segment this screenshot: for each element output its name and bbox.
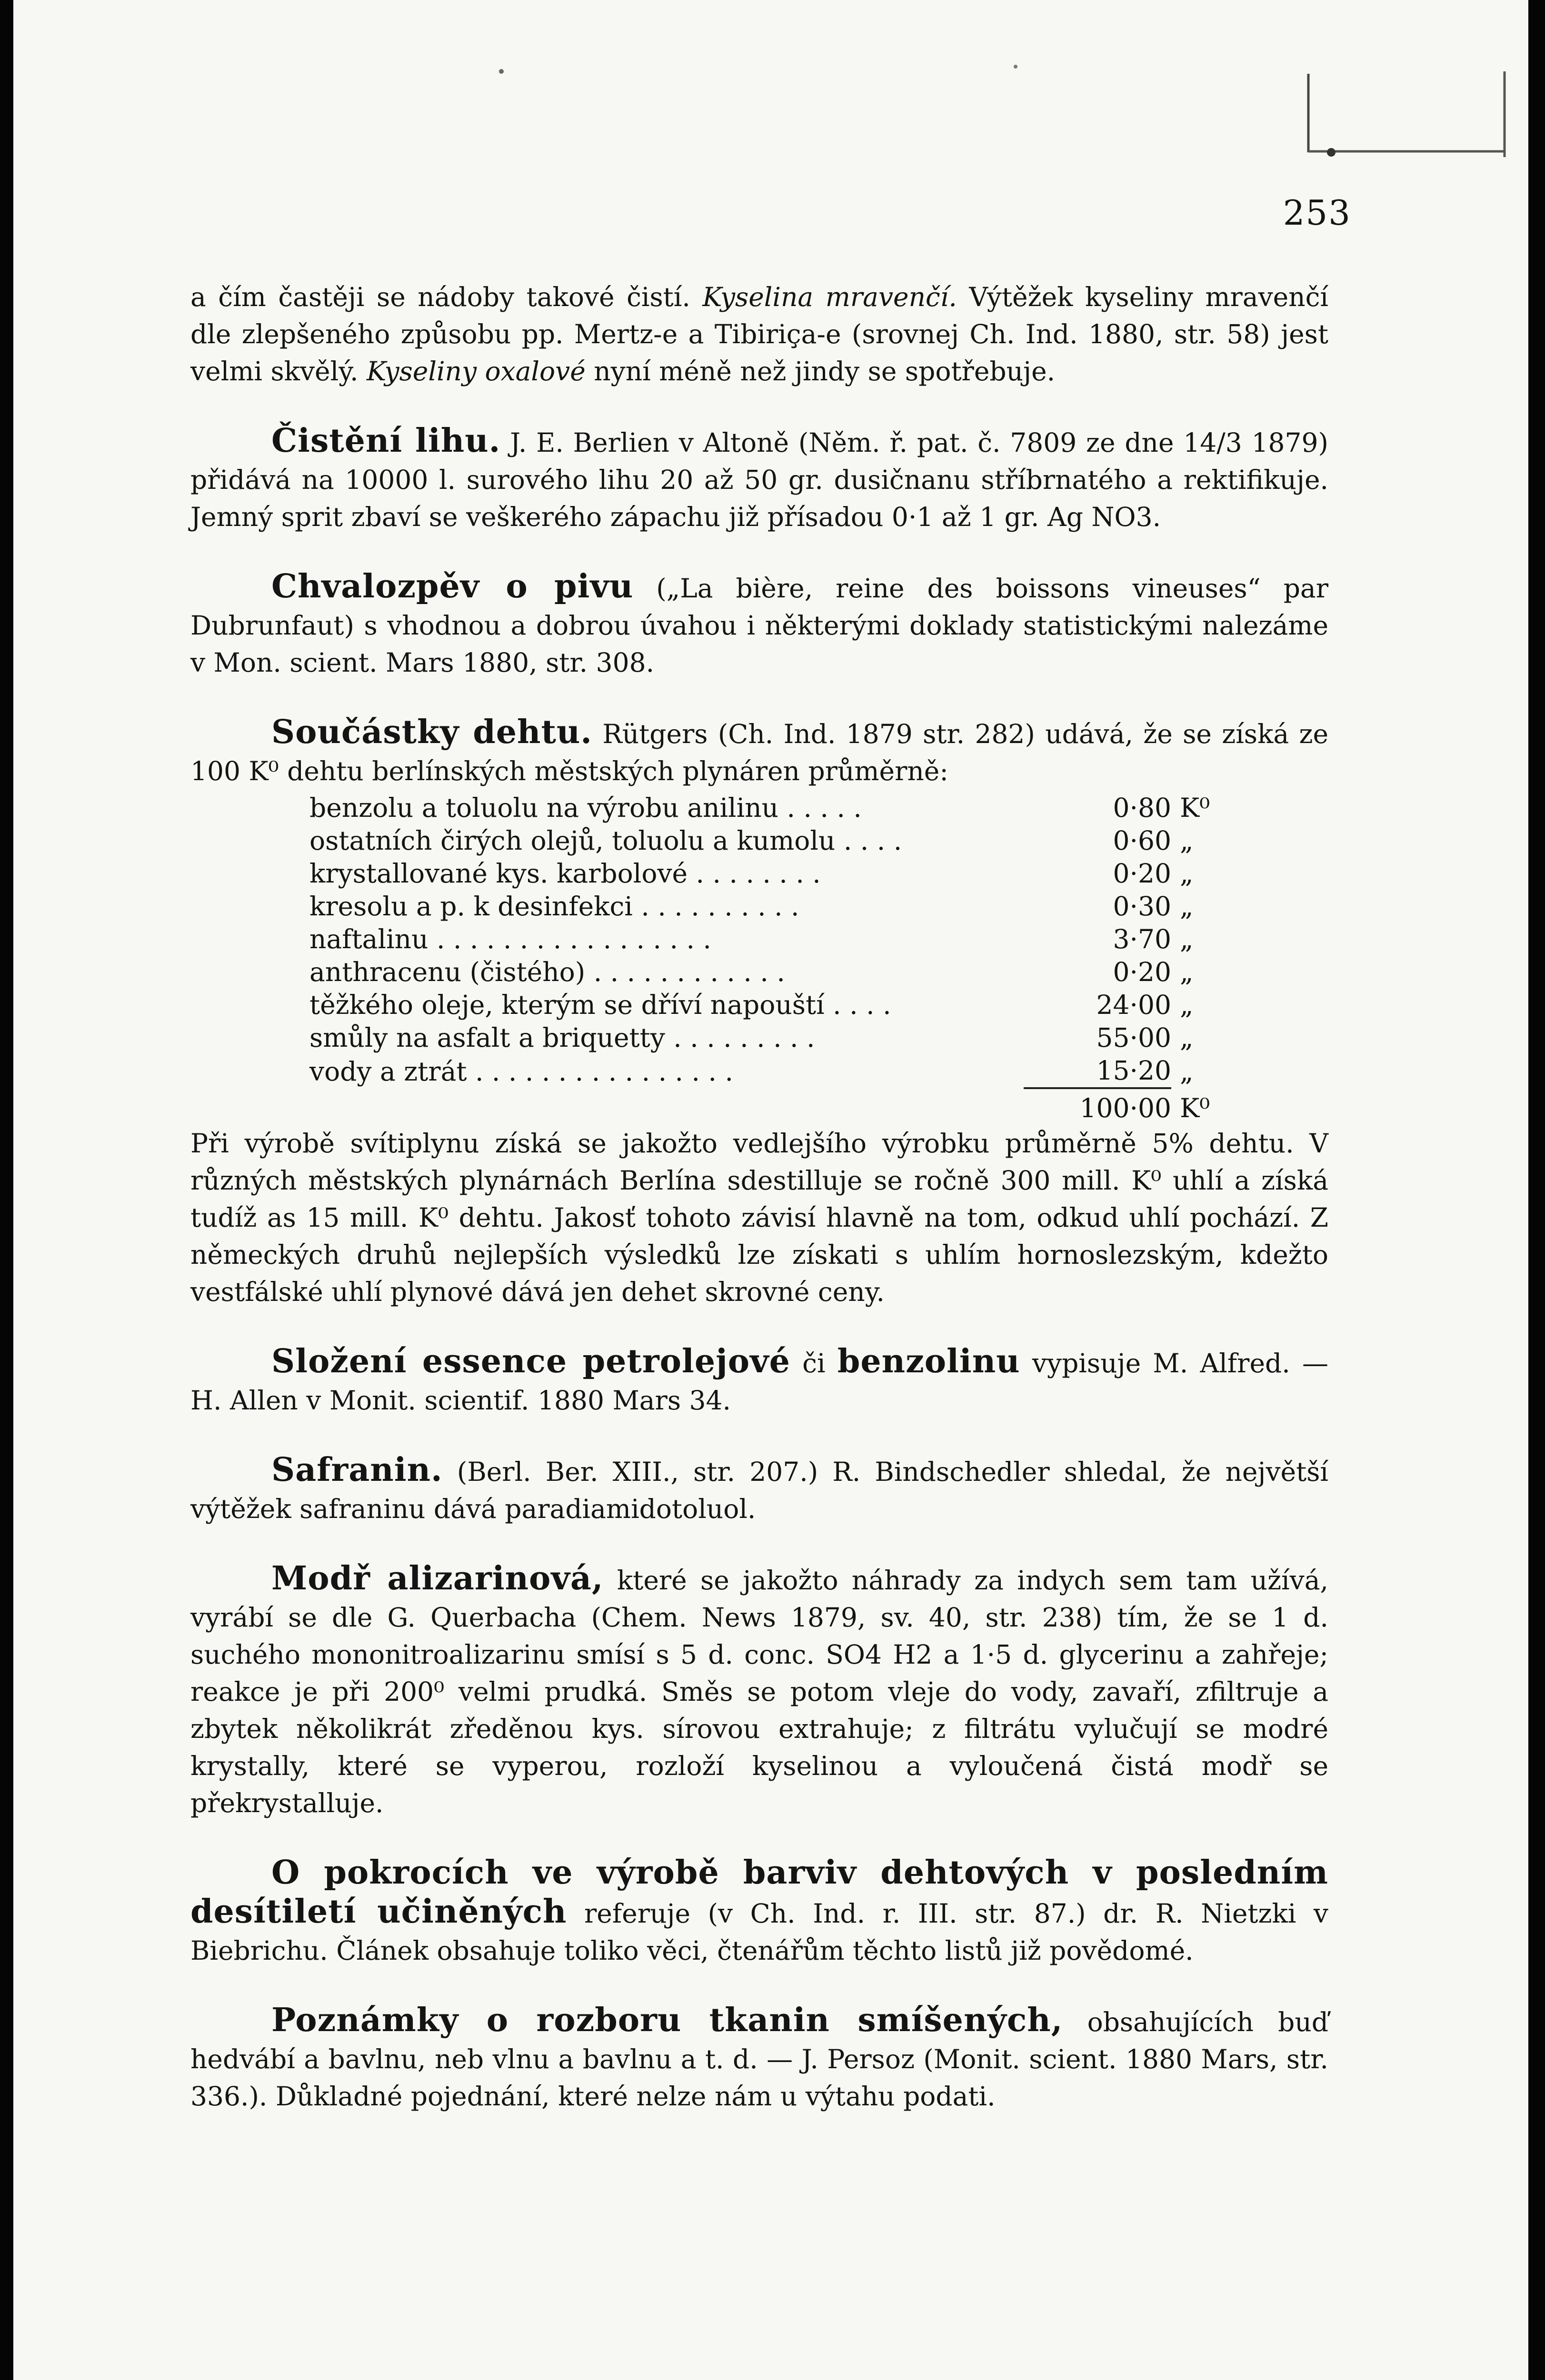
progress-heading: O pokrocích ve výrobě barviv dehtových v posledním desítiletí učiněných: [190, 1854, 1328, 1931]
benzolin-heading: benzolinu: [837, 1342, 1020, 1380]
table-row: vody a ztrát . . . . . . . . . . . . . . . . 15·20 „: [309, 1054, 1251, 1088]
notes-heading: Poznámky o rozboru tkanin smíšených,: [271, 2001, 1063, 2039]
table-total-row: [309, 1088, 1251, 1125]
petroleum-heading: Složení essence petrolejové: [271, 1342, 790, 1380]
intro-paragraph: a čím častěji se nádoby takové čistí. Kyselina mravenčí. Výtěžek kyseliny mravenčí dle zlepšeného způsobu pp. Mertz-e a Tibiriça-e (srovnej Ch. Ind. 1880, str. 58) jest velmi skvělý. Kyseliny oxalové nyní méně než jindy se spotřebuje.: [190, 282, 1329, 387]
alizarin-section: [190, 1560, 1328, 1822]
beer-text: („La bière, reine des boissons vineuses“ par Dubrunfaut) s vhodnou a dobrou úvahou i některými doklady statistickými nalezáme v Mon. scient. Mars 1880, str. 308.: [190, 573, 1329, 678]
alcohol-section: [190, 422, 1328, 536]
alizarin-text: které se jakožto náhrady za indych sem tam užívá, vyrábí se dle G. Querbacha (Chem. News 1879, sv. 40, str. 238) tím, že se 1 d. suchého mononitroalizarinu smísí s 5 d. conc. SO4 H2 a 1·5 d. glycerinu a zahřeje; reakce je při 200⁰ velmi prudká. Směs se potom vleje do vody, zavaří, zfiltruje a zbytek několikrát zředěnou kys. sírovou extrahuje; z filtrátu vylučují se modré krystally, které se vyperou, rozloží kyselinou a vyloučená čistá modř se překrystalluje.: [190, 1565, 1328, 1818]
table-row: naftalinu . . . . . . . . . . . . . . . . . 3·70 „: [309, 924, 1194, 954]
article-body: [190, 278, 1328, 2115]
safranin-text: (Berl. Ber. XIII., str. 207.) R. Bindschedler shledal, že největší výtěžek safraninu dává paradiamidotoluol.: [190, 1457, 1329, 1524]
page: [13, 0, 1528, 2380]
table-row: krystallované kys. karbolové . . . . . . . . 0·20 „: [309, 858, 1194, 889]
total-unit: K⁰: [1180, 1093, 1210, 1123]
tar-text: Rütgers (Ch. Ind. 1879 str. 282) udává, že se získá ze 100 K⁰ dehtu berlínských městských plynáren průměrně:: [190, 719, 1328, 786]
table-row: kresolu a p. k desinfekci . . . . . . . . . . 0·30 „: [309, 891, 1194, 922]
alcohol-heading: Čistění lihu.: [271, 422, 501, 460]
notes-section: [190, 2002, 1328, 2115]
table-row: smůly na asfalt a briquetty . . . . . . . . . 55·00 „: [309, 1022, 1194, 1053]
petroleum-text: vypisuje M. Alfred. — H. Allen v Monit. scientif. 1880 Mars 34.: [190, 1348, 1328, 1416]
formic-acid-term: Kyselina mravenčí.: [702, 282, 957, 312]
beer-heading: Chvalozpěv o pivu: [271, 567, 634, 605]
table-row: těžkého oleje, kterým se dříví napouští . . . . 24·00 „: [309, 990, 1194, 1020]
progress-text: referuje (v Ch. Ind. r. III. str. 87.) dr. R. Nietzki v Biebrichu. Článek obsahuje toliko věci, čtenářům těchto listů již povědomé.: [190, 1898, 1328, 1966]
tar-yield-table: [309, 792, 1251, 1125]
tar-heading: Součástky dehtu.: [271, 713, 592, 751]
total-value: 100·00: [1024, 1088, 1171, 1125]
table-row: ostatních čirých olejů, toluolu a kumolu . . . . 0·60 „: [309, 825, 1194, 856]
alcohol-text: J. E. Berlien v Altoně (Něm. ř. pat. č. 7809 ze dne 14/3 1879) přidává na 10000 l. surového lihu 20 až 50 gr. dusičnanu stříbrnatého a rektifikuje. Jemný sprit zbaví se veškerého zápachu již přísadou 0·1 až 1 gr. Ag NO3.: [190, 427, 1328, 532]
alizarin-heading: Modř alizarinová,: [271, 1559, 604, 1597]
beer-section: [190, 568, 1328, 681]
notes-text: obsahujících buď hedvábí a bavlnu, neb vlnu a bavlnu a t. d. — J. Persoz (Monit. scient. 1880 Mars, str. 336.). Důkladné pojednání, které nelze nám u výtahu podati.: [190, 2007, 1329, 2112]
safranin-heading: Safranin.: [271, 1451, 443, 1489]
safranin-section: [190, 1451, 1328, 1527]
progress-section: [190, 1854, 1328, 1969]
table-row: benzolu a toluolu na výrobu anilinu . . . . . 0·80 K⁰: [309, 793, 1210, 823]
oxalic-acid-term: Kyseliny oxalové: [366, 356, 586, 387]
table-row: anthracenu (čistého) . . . . . . . . . . . . 0·20 „: [309, 957, 1194, 987]
tar-section: [190, 714, 1328, 790]
petroleum-section: Složení essence petrolejové či benzolinu vypisuje M. Alfred. — H. Allen v Monit. scientif. 1880 Mars 34.: [190, 1342, 1328, 1416]
page-number: 253: [1283, 193, 1351, 233]
tar-after-text: Při výrobě svítiplynu získá se jakožto vedlejšího výrobku průměrně 5% dehtu. V různých městských plynárnách Berlína sdestilluje se ročně 300 mill. K⁰ uhlí a získá tudíž as 15 mill. K⁰ dehtu. Jakosť tohoto závisí hlavně na tom, odkud uhlí pochází. Z německých druhů nejlepších výsledků lze získati s uhlím hornoslezským, kdežto vestfálské uhlí plynové dává jen dehet skrovné ceny.: [190, 1128, 1328, 1307]
